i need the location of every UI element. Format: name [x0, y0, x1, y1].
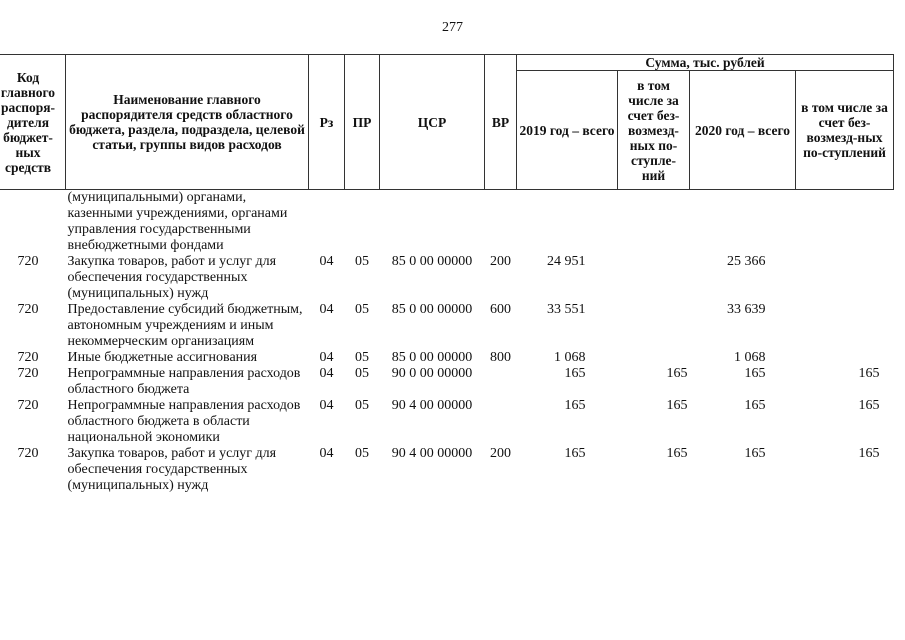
cell-pr: 05 — [355, 446, 369, 461]
table-row — [0, 366, 894, 398]
cell-2020-gratuitous — [796, 302, 894, 350]
table-row — [0, 350, 894, 366]
cell-rz: 04 — [319, 446, 334, 461]
cell-2019-gratuitous — [618, 350, 690, 366]
cell-2020-total: 165 — [744, 398, 766, 413]
cell-2020-total: 1 068 — [734, 350, 766, 365]
cell-code — [0, 190, 66, 255]
cell-2020-gratuitous: 165 — [858, 446, 880, 461]
cell-code: 720 — [17, 254, 39, 269]
cell-name: Закупка товаров, работ и услуг для обеспечения государственных (муниципальных) нужд — [67, 254, 277, 301]
cell-vr: 600 — [490, 302, 511, 317]
page-number: 277 — [442, 20, 463, 35]
cell-2019-total: 33 551 — [547, 302, 586, 317]
header-code: Код главного распоря-дителя бюджет-ных средств — [0, 55, 66, 190]
cell-pr: 05 — [355, 350, 369, 365]
cell-2019-gratuitous: 165 — [666, 398, 688, 413]
header-rz: Рз — [309, 55, 345, 190]
cell-pr: 05 — [355, 302, 369, 317]
cell-name: Непрограммные направления расходов областного бюджета в области национальной экономики — [67, 398, 301, 445]
cell-rz — [309, 190, 345, 255]
cell-2020-gratuitous: 165 — [858, 398, 880, 413]
cell-rz: 04 — [319, 302, 334, 317]
table-row — [0, 446, 894, 498]
cell-name: Предоставление субсидий бюджетным, автономным учреждениям и иным некоммерческим организациям — [67, 302, 303, 349]
cell-csr: 90 0 00 00000 — [391, 366, 473, 381]
header-2020-gratuitous: в том числе за счет без-возмезд-ных по-ступлений — [796, 71, 894, 190]
cell-csr: 85 0 00 00000 — [391, 350, 473, 365]
cell-csr: 85 0 00 00000 — [391, 254, 473, 269]
cell-code: 720 — [17, 302, 39, 317]
cell-rz: 04 — [319, 398, 334, 413]
cell-name: Иные бюджетные ассигнования — [67, 350, 258, 365]
budget-table — [0, 54, 894, 498]
table-row — [0, 254, 894, 302]
cell-2020-total: 165 — [744, 446, 766, 461]
cell-vr: 200 — [490, 254, 511, 269]
header-2019-total: 2019 год – всего — [517, 71, 618, 190]
cell-csr: 85 0 00 00000 — [391, 302, 473, 317]
cell-pr: 05 — [355, 366, 369, 381]
table-row — [0, 398, 894, 446]
cell-code: 720 — [17, 350, 39, 365]
cell-2019-gratuitous — [618, 254, 690, 302]
cell-name: (муниципальными) органами, казенными учреждениями, органами управления государственными внебюджетными фондами — [67, 190, 288, 253]
cell-code: 720 — [17, 398, 39, 413]
cell-rz: 04 — [319, 350, 334, 365]
cell-code: 720 — [17, 366, 39, 381]
header-2019-gratuitous: в том числе за счет без-возмезд-ных по-ступле-ний — [618, 71, 690, 190]
cell-2019-total: 1 068 — [554, 350, 586, 365]
header-pr: ПР — [345, 55, 380, 190]
cell-name: Непрограммные направления расходов областного бюджета — [67, 366, 301, 397]
cell-csr: 90 4 00 00000 — [391, 398, 473, 413]
cell-pr: 05 — [355, 254, 369, 269]
cell-2019-gratuitous — [618, 302, 690, 350]
cell-2020-gratuitous: 165 — [858, 366, 880, 381]
cell-vr — [485, 366, 517, 398]
cell-rz: 04 — [319, 254, 334, 269]
cell-2020-total — [690, 190, 796, 255]
cell-vr — [485, 190, 517, 255]
cell-csr: 90 4 00 00000 — [391, 446, 473, 461]
cell-2020-gratuitous — [796, 254, 894, 302]
header-vr: ВР — [485, 55, 517, 190]
cell-vr: 200 — [490, 446, 511, 461]
header-sum-group: Сумма, тыс. рублей — [517, 55, 894, 71]
header-name: Наименование главного распорядителя средств областного бюджета, раздела, подраздела, целевой статьи, группы видов расходов — [66, 55, 309, 190]
table-row — [0, 190, 894, 255]
cell-pr: 05 — [355, 398, 369, 413]
cell-csr — [380, 190, 485, 255]
cell-2020-gratuitous — [796, 190, 894, 255]
cell-2019-total: 165 — [564, 398, 586, 413]
cell-2019-total: 165 — [564, 446, 586, 461]
cell-2019-gratuitous: 165 — [666, 446, 688, 461]
cell-vr: 800 — [490, 350, 511, 365]
cell-vr — [485, 398, 517, 446]
cell-2019-gratuitous: 165 — [666, 366, 688, 381]
cell-2019-total: 24 951 — [547, 254, 586, 269]
cell-2020-total: 165 — [744, 366, 766, 381]
table-row — [0, 302, 894, 350]
cell-2020-total: 25 366 — [727, 254, 766, 269]
cell-name: Закупка товаров, работ и услуг для обеспечения государственных (муниципальных) нужд — [67, 446, 277, 493]
header-2020-total: 2020 год – всего — [690, 71, 796, 190]
cell-2020-gratuitous — [796, 350, 894, 366]
cell-pr — [345, 190, 380, 255]
cell-code: 720 — [17, 446, 39, 461]
cell-2019-gratuitous — [618, 190, 690, 255]
cell-rz: 04 — [319, 366, 334, 381]
header-csr: ЦСР — [380, 55, 485, 190]
cell-2019-total — [517, 190, 618, 255]
cell-2019-total: 165 — [564, 366, 586, 381]
cell-2020-total: 33 639 — [727, 302, 766, 317]
